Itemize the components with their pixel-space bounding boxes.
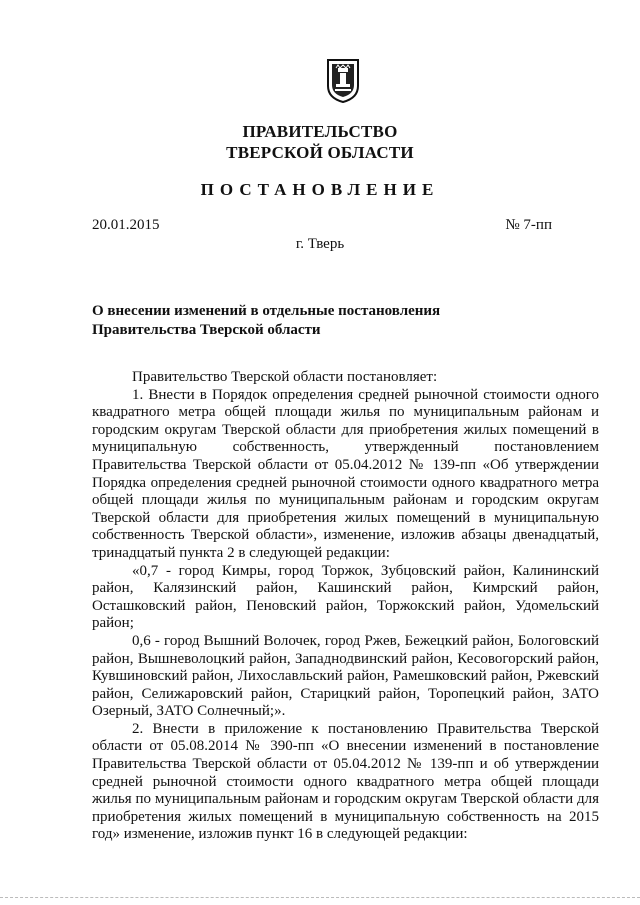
body-paragraph: 0,6 - город Вышний Волочек, город Ржев, Бежецкий район, Бологовский район, Вышневолоцкий район, Западнодвинский район, Кесовогорский район, Кувшиновский район, Лихославльский район, Рамешковский район, Ржевский район, Селижаровский район, Старицкий район, Торопецкий район, ЗАТО Озерный, ЗАТО Солнечный;». xyxy=(92,632,599,720)
document-date: 20.01.2015 xyxy=(92,217,160,233)
government-title-line1: ПРАВИТЕЛЬСТВО xyxy=(242,122,398,141)
document-body xyxy=(92,369,599,844)
government-title-line2: ТВЕРСКОЙ ОБЛАСТИ xyxy=(226,143,414,162)
body-paragraph: Правительство Тверской области постановляет: xyxy=(132,369,438,385)
document-type: ПОСТАНОВЛЕНИЕ xyxy=(200,180,440,199)
document-number: № 7-пп xyxy=(505,217,552,233)
body-paragraph: 1. Внести в Порядок определения средней рыночной стоимости одного квадратного метра общей площади жилья по муниципальным районам и городским округам Тверской области для приобретения жилых помещений в муниципальную собственность, утвержденный постановлением Правительства Тверской области от 05.04.2012 № 139-пп «Об утверждении Порядка определения средней рыночной стоимости одного квадратного метра общей площади жилья по муниципальным районам и городским округам Тверской области для приобретения жилых помещений в муниципальную собственность Тверской области», изменение, изложив абзацы двенадцатый, тринадцатый пункта 2 в следующей редакции: xyxy=(92,386,599,561)
subject-line: О внесении изменений в отдельные постановления xyxy=(92,303,441,319)
body-paragraph: 2. Внести в приложение к постановлению Правительства Тверской области от 05.08.2014 № 390-пп «О внесении изменений в постановление Правительства Тверской области от 05.04.2012 № 139-пп и об утверждении средней рыночной стоимости одного квадратного метра общей площади жилья по муниципальным районам и городским округам Тверской области для приобретения жилых помещений в муниципальную собственность на 2015 год» изменение, изложив пункт 16 в следующей редакции: xyxy=(92,720,599,843)
page-bottom-edge xyxy=(0,897,640,899)
body-paragraph: «0,7 - город Кимры, город Торжок, Зубцовский район, Калининский район, Калязинский район, Кашинский район, Кимрский район, Осташковский район, Пеновский район, Торжокский район, Удомельский район; xyxy=(92,562,599,632)
tver-coat-of-arms-icon xyxy=(326,56,360,104)
document-subject xyxy=(92,302,492,340)
subject-line: Правительства Тверской области xyxy=(92,322,321,338)
document-city: г. Тверь xyxy=(295,236,345,252)
